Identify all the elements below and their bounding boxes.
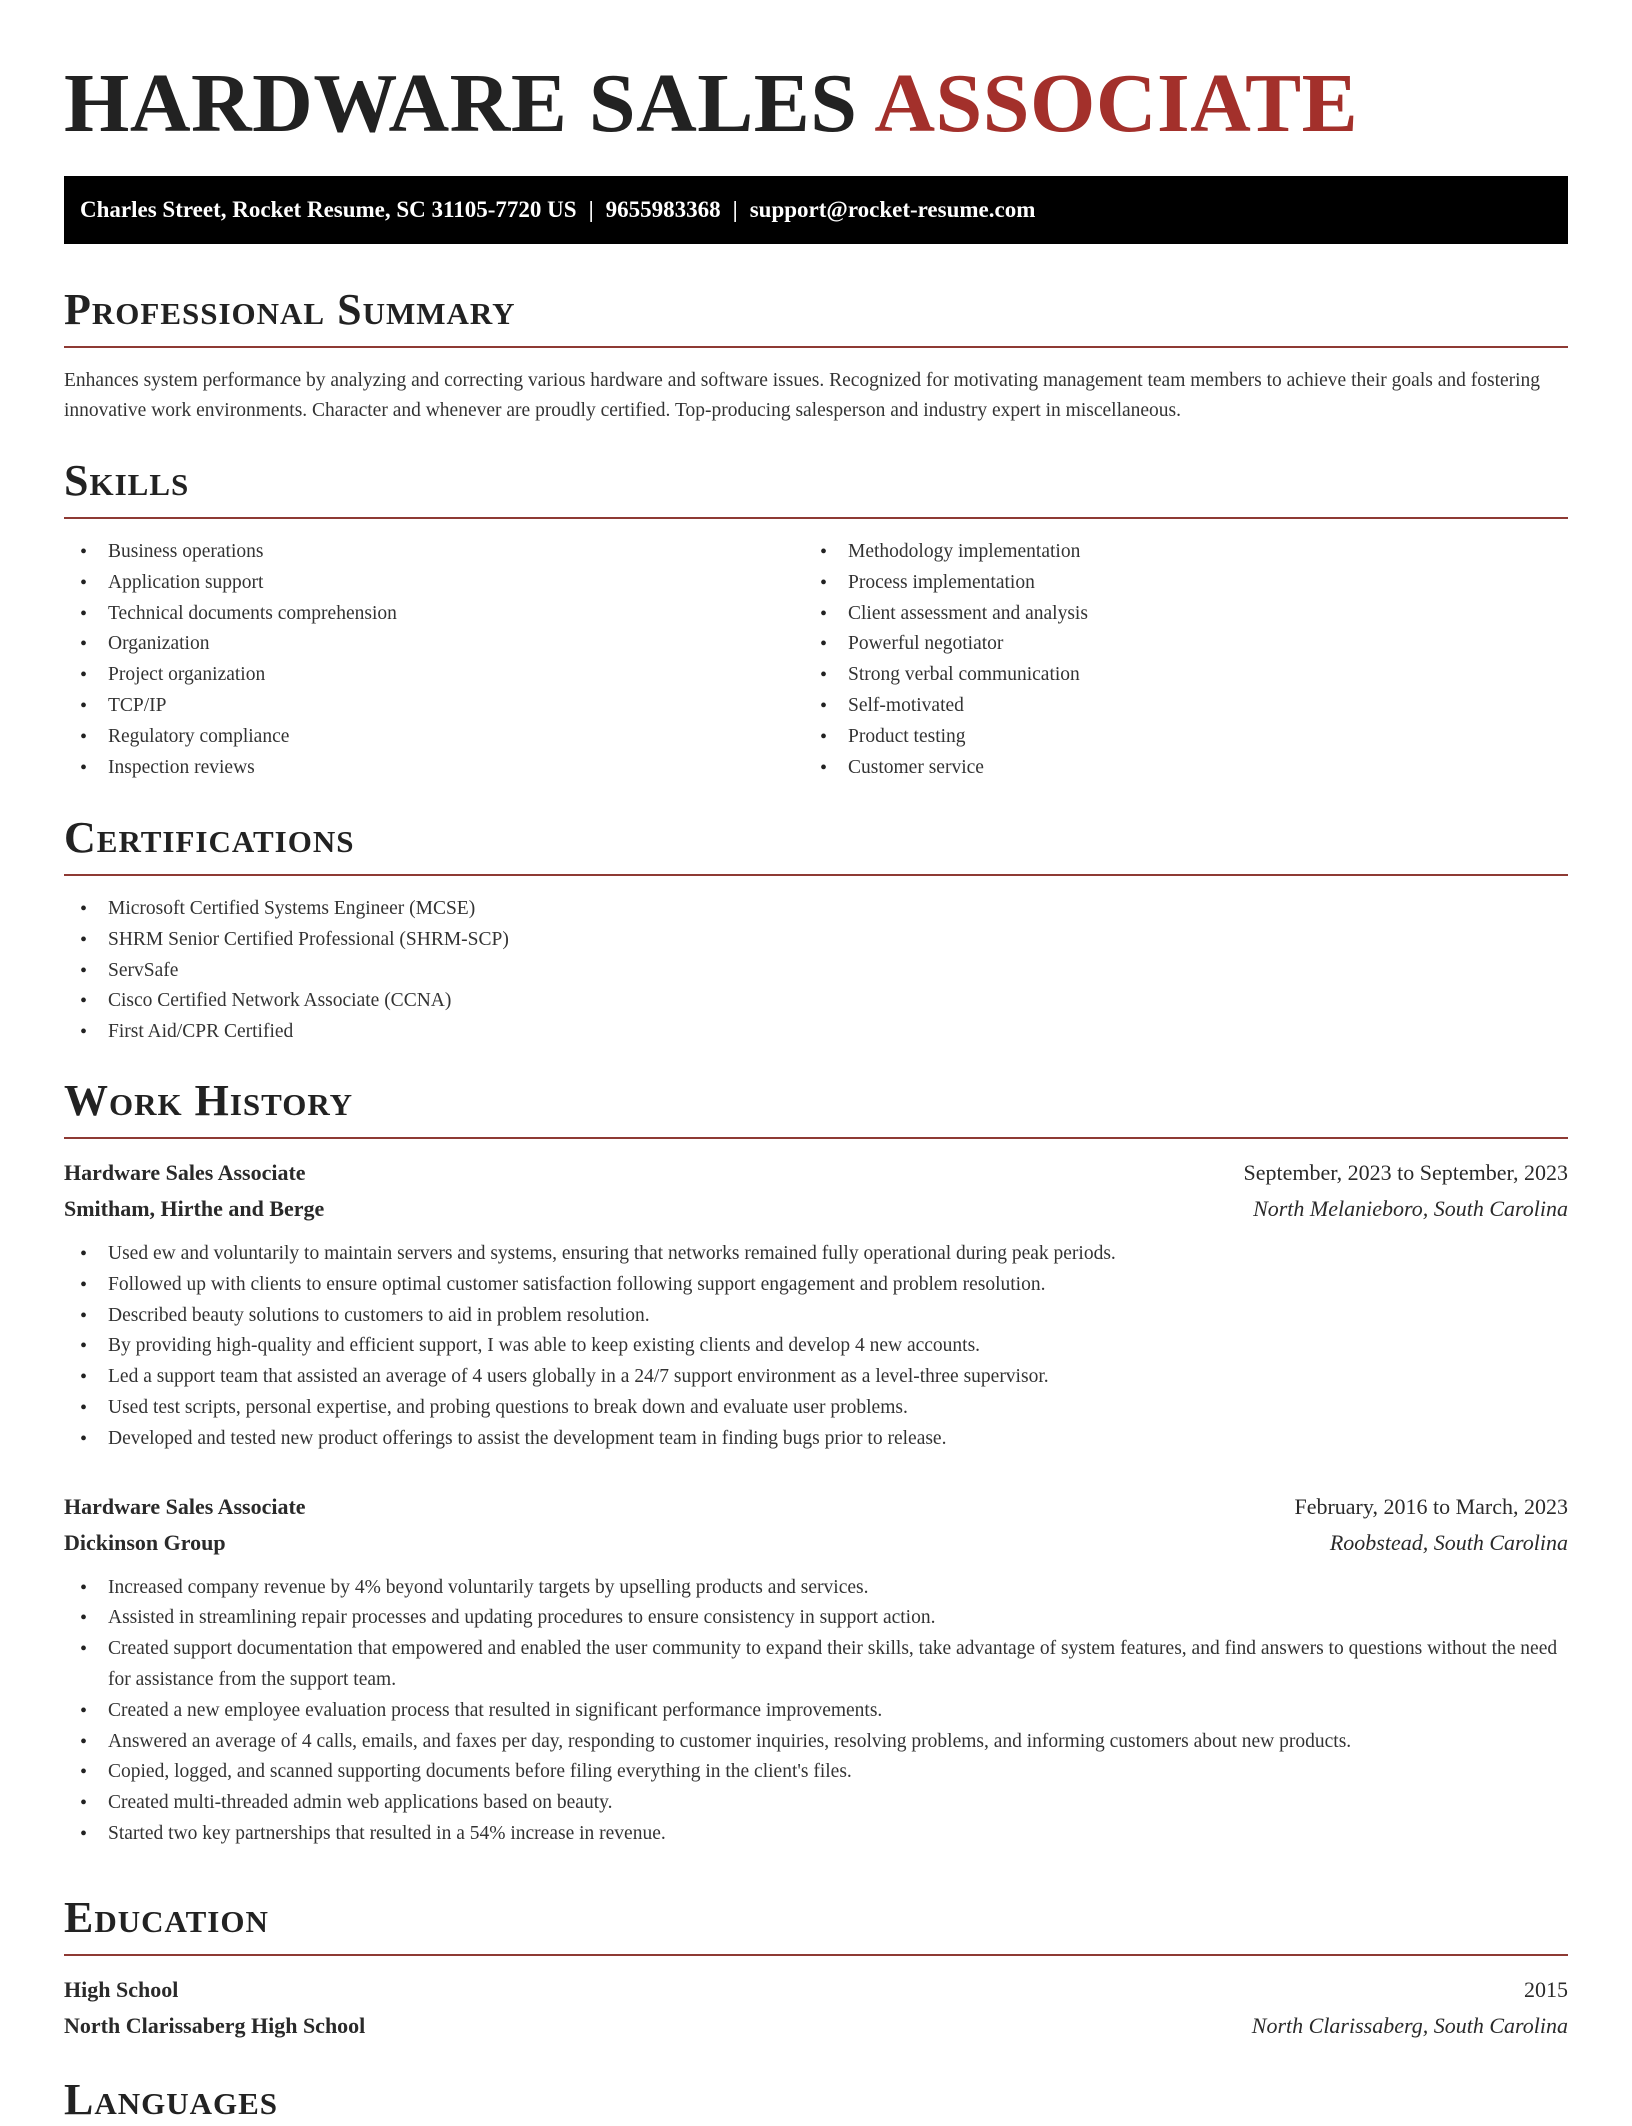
job-entry [64, 1155, 1568, 1455]
skill-item: • Business operations [64, 537, 804, 568]
education-degree: High School [64, 1977, 179, 2002]
job-duty: • Created support documentation that empowered and enabled the user community to expand their skills, take advantage of system features, and find answers to questions without the need for assistance from the support team. [64, 1634, 1568, 1696]
contact-address: Charles Street, Rocket Resume, SC 31105-7720 US [80, 197, 577, 222]
section-divider [64, 346, 1568, 348]
education-section [64, 1892, 1568, 2044]
certifications-list [64, 894, 1568, 1048]
skills-columns [64, 537, 1568, 783]
name-main: HARDWARE SALES [64, 57, 858, 150]
job-duty: • By providing high-quality and efficient support, I was able to keep existing clients and develop 4 new accounts. [64, 1331, 1568, 1362]
skill-item: • Strong verbal communication [804, 660, 1544, 691]
job-duty: • Created multi-threaded admin web applications based on beauty. [64, 1788, 1568, 1819]
job-duty: • Described beauty solutions to customers to aid in problem resolution. [64, 1301, 1568, 1332]
job-duties-list [64, 1239, 1568, 1455]
contact-phone: 9655983368 [605, 197, 721, 222]
skill-item: • Customer service [804, 753, 1544, 784]
skills-list-right [804, 537, 1544, 783]
job-entry [64, 1489, 1568, 1850]
education-subheader [64, 2008, 1568, 2044]
certification-item: • ServSafe [64, 956, 1568, 987]
contact-separator: | [732, 197, 738, 222]
summary-text: Enhances system performance by analyzing and correcting various hardware and software issues. Recognized for motivating management team members to achieve their goals and fostering innovative work environments. Character and whenever are proudly certified. Top-producing salesperson and industry expert in miscellaneous. [64, 370, 1541, 421]
skill-item: • Project organization [64, 660, 804, 691]
skill-item: • Technical documents comprehension [64, 599, 804, 630]
skills-section [64, 455, 1568, 783]
job-duties-list [64, 1573, 1568, 1850]
skill-item: • Process implementation [804, 568, 1544, 599]
skills-list-left [64, 537, 804, 783]
summary-section [64, 284, 1568, 426]
skill-item: • Inspection reviews [64, 753, 804, 784]
job-title: Hardware Sales Associate [64, 1160, 306, 1185]
skill-item: • Powerful negotiator [804, 629, 1544, 660]
education-location: North Clarissaberg, South Carolina [1251, 2013, 1568, 2038]
job-duty: • Assisted in streamlining repair processes and updating procedures to ensure consistency in support action. [64, 1603, 1568, 1634]
job-company: Smitham, Hirthe and Berge [64, 1196, 325, 1221]
contact-separator: | [588, 197, 594, 222]
resume-name-heading [64, 0, 1568, 158]
certification-item: • SHRM Senior Certified Professional (SHRM-SCP) [64, 925, 1568, 956]
contact-bar [64, 176, 1568, 244]
job-dates: September, 2023 to September, 2023 [1243, 1160, 1568, 1185]
job-dates: February, 2016 to March, 2023 [1294, 1493, 1568, 1519]
skill-item: • Methodology implementation [804, 537, 1544, 568]
skills-heading: Skills [64, 456, 190, 505]
job-duty: • Used test scripts, personal expertise, and probing questions to break down and evaluate user problems. [64, 1393, 1568, 1424]
job-subheader [64, 1525, 1568, 1561]
education-school: North Clarissaberg High School [64, 2013, 366, 2038]
education-entry [64, 1972, 1568, 2044]
job-location: North Melanieboro, South Carolina [1253, 1196, 1568, 1221]
education-year: 2015 [1524, 1977, 1568, 2002]
job-duty: • Copied, logged, and scanned supporting documents before filing everything in the client's files. [64, 1757, 1568, 1788]
job-header [64, 1489, 1568, 1525]
section-divider [64, 1954, 1568, 1956]
skill-item: • Application support [64, 568, 804, 599]
languages-section [64, 2074, 1568, 2126]
skill-item: • Organization [64, 629, 804, 660]
job-title: Hardware Sales Associate [64, 1493, 306, 1519]
job-duty: • Increased company revenue by 4% beyond voluntarily targets by upselling products and services. [64, 1573, 1568, 1604]
certification-item: • First Aid/CPR Certified [64, 1017, 1568, 1048]
section-divider [64, 517, 1568, 519]
job-duty: • Developed and tested new product offerings to assist the development team in finding bugs prior to release. [64, 1424, 1568, 1455]
job-duty: • Led a support team that assisted an average of 4 users globally in a 24/7 support environment as a level-three supervisor. [64, 1362, 1568, 1393]
skill-item: • TCP/IP [64, 691, 804, 722]
work-history-section [64, 1075, 1568, 1850]
resume-page [64, 0, 1568, 2124]
skill-item: • Self-motivated [804, 691, 1544, 722]
job-subheader [64, 1191, 1568, 1227]
skill-item: • Product testing [804, 722, 1544, 753]
skill-item: • Client assessment and analysis [804, 599, 1544, 630]
education-heading: Education [64, 1893, 269, 1942]
job-company: Dickinson Group [64, 1529, 226, 1555]
job-duty: • Followed up with clients to ensure optimal customer satisfaction following support engagement and problem resolution. [64, 1270, 1568, 1301]
certification-item: • Cisco Certified Network Associate (CCNA) [64, 986, 1568, 1017]
skill-item: • Regulatory compliance [64, 722, 804, 753]
section-divider [64, 874, 1568, 876]
education-header [64, 1972, 1568, 2008]
certifications-heading: Certifications [64, 813, 355, 862]
job-location: Roobstead, South Carolina [1329, 1529, 1568, 1555]
summary-heading: Professional Summary [64, 285, 516, 334]
job-duty: • Started two key partnerships that resulted in a 54% increase in revenue. [64, 1819, 1568, 1850]
job-duty: • Answered an average of 4 calls, emails, and faxes per day, responding to customer inquiries, resolving problems, and informing customers about new products. [64, 1727, 1568, 1758]
name-accent: ASSOCIATE [874, 57, 1359, 150]
section-divider [64, 1137, 1568, 1139]
certification-item: • Microsoft Certified Systems Engineer (MCSE) [64, 894, 1568, 925]
languages-heading: Languages [64, 2075, 279, 2124]
job-header [64, 1155, 1568, 1191]
work-history-heading: Work History [64, 1076, 354, 1125]
contact-email: support@rocket-resume.com [749, 197, 1036, 222]
certifications-section [64, 812, 1568, 1048]
job-duty: • Used ew and voluntarily to maintain servers and systems, ensuring that networks remained fully operational during peak periods. [64, 1239, 1568, 1270]
job-duty: • Created a new employee evaluation process that resulted in significant performance improvements. [64, 1696, 1568, 1727]
